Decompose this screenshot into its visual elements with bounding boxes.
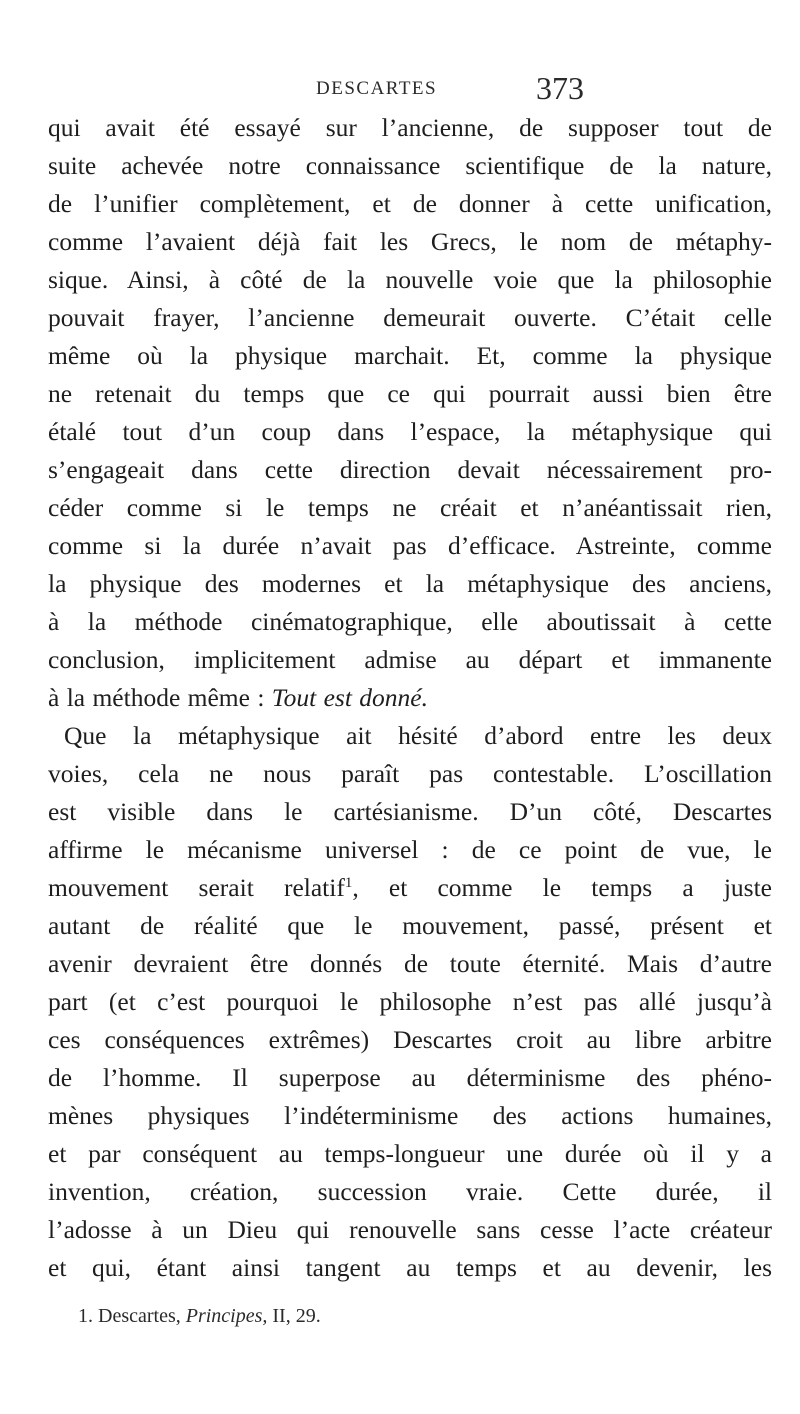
text-line: même où la physique marchait. Et, comme la physique (48, 341, 772, 370)
text-line: conclusion, implicitement admise au départ et immanente (48, 645, 772, 674)
page-number: 373 (536, 70, 584, 106)
text-line: ne retenait du temps que ce qui pourrait aussi bien être (48, 379, 772, 408)
running-title: DESCARTES (316, 78, 438, 99)
emphasis-text: Tout est donné. (271, 683, 428, 712)
text-line: invention, création, succession vraie. Cette durée, il (48, 1177, 772, 1206)
running-head (0, 72, 800, 112)
text-line: comme si la durée n’avait pas d’efficace. Astreinte, comme (48, 531, 772, 560)
text-line: étalé tout d’un coup dans l’espace, la métaphysique qui (48, 417, 772, 446)
text-line: pouvait frayer, l’ancienne demeurait ouverte. C’était celle (48, 303, 772, 332)
footnote-author: Descartes, (98, 1305, 181, 1327)
text-line: sique. Ainsi, à côté de la nouvelle voie que la philosophie (48, 265, 772, 294)
text-line: s’engageait dans cette direction devait nécessairement pro- (48, 455, 772, 484)
text-line: autant de réalité que le mouvement, passé, présent et (48, 911, 772, 940)
text-line: ces conséquences extrêmes) Descartes croit au libre arbitre (48, 1025, 772, 1054)
footnote-marker: 1. (78, 1305, 93, 1327)
text-line: de l’unifier complètement, et de donner à cette unification, (48, 189, 772, 218)
text-line: de l’homme. Il superpose au déterminisme des phéno- (48, 1063, 772, 1092)
text-line: céder comme si le temps ne créait et n’anéantissait rien, (48, 493, 772, 522)
footnote (78, 1302, 321, 1330)
text-line: voies, cela ne nous paraît pas contestable. L’oscillation (48, 759, 772, 788)
text-line: part (et c’est pourquoi le philosophe n’est pas allé jusqu’à (48, 987, 772, 1016)
text-line: est visible dans le cartésianisme. D’un côté, Descartes (48, 797, 772, 826)
footnote-work: Principes, (185, 1305, 268, 1327)
text-line: mènes physiques l’indéterminisme des actions humaines, (48, 1101, 772, 1130)
text-line: et qui, étant ainsi tangent au temps et au devenir, les (48, 1253, 772, 1282)
text-line: affirme le mécanisme universel : de ce point de vue, le (48, 835, 772, 864)
line-text: à la méthode même : (48, 683, 272, 712)
text-line: la physique des modernes et la métaphysique des anciens, (48, 569, 772, 598)
body-text (48, 109, 772, 1287)
text-line: suite achevée notre connaissance scientifique de la nature, (48, 151, 772, 180)
footnote-ref[interactable]: 1 (344, 875, 353, 891)
line-text: mouvement serait relatif (48, 873, 345, 902)
text-line: avenir devraient être donnés de toute éternité. Mais d’autre (48, 949, 772, 978)
text-line: l’adosse à un Dieu qui renouvelle sans cesse l’acte créateur (48, 1215, 772, 1244)
text-line: qui avait été essayé sur l’ancienne, de supposer tout de (48, 113, 772, 142)
footnote-reference: II, 29. (272, 1305, 321, 1327)
text-line: comme l’avaient déjà fait les Grecs, le nom de métaphy- (48, 227, 772, 256)
text-line: et par conséquent au temps-longueur une durée où il y a (48, 1139, 772, 1168)
text-line: à la méthode cinématographique, elle aboutissait à cette (48, 607, 772, 636)
text-line (48, 679, 772, 717)
line-text: , et comme le temps a juste (352, 873, 772, 902)
text-line: Que la métaphysique ait hésité d’abord entre les deux (64, 721, 772, 750)
text-line (48, 869, 772, 907)
